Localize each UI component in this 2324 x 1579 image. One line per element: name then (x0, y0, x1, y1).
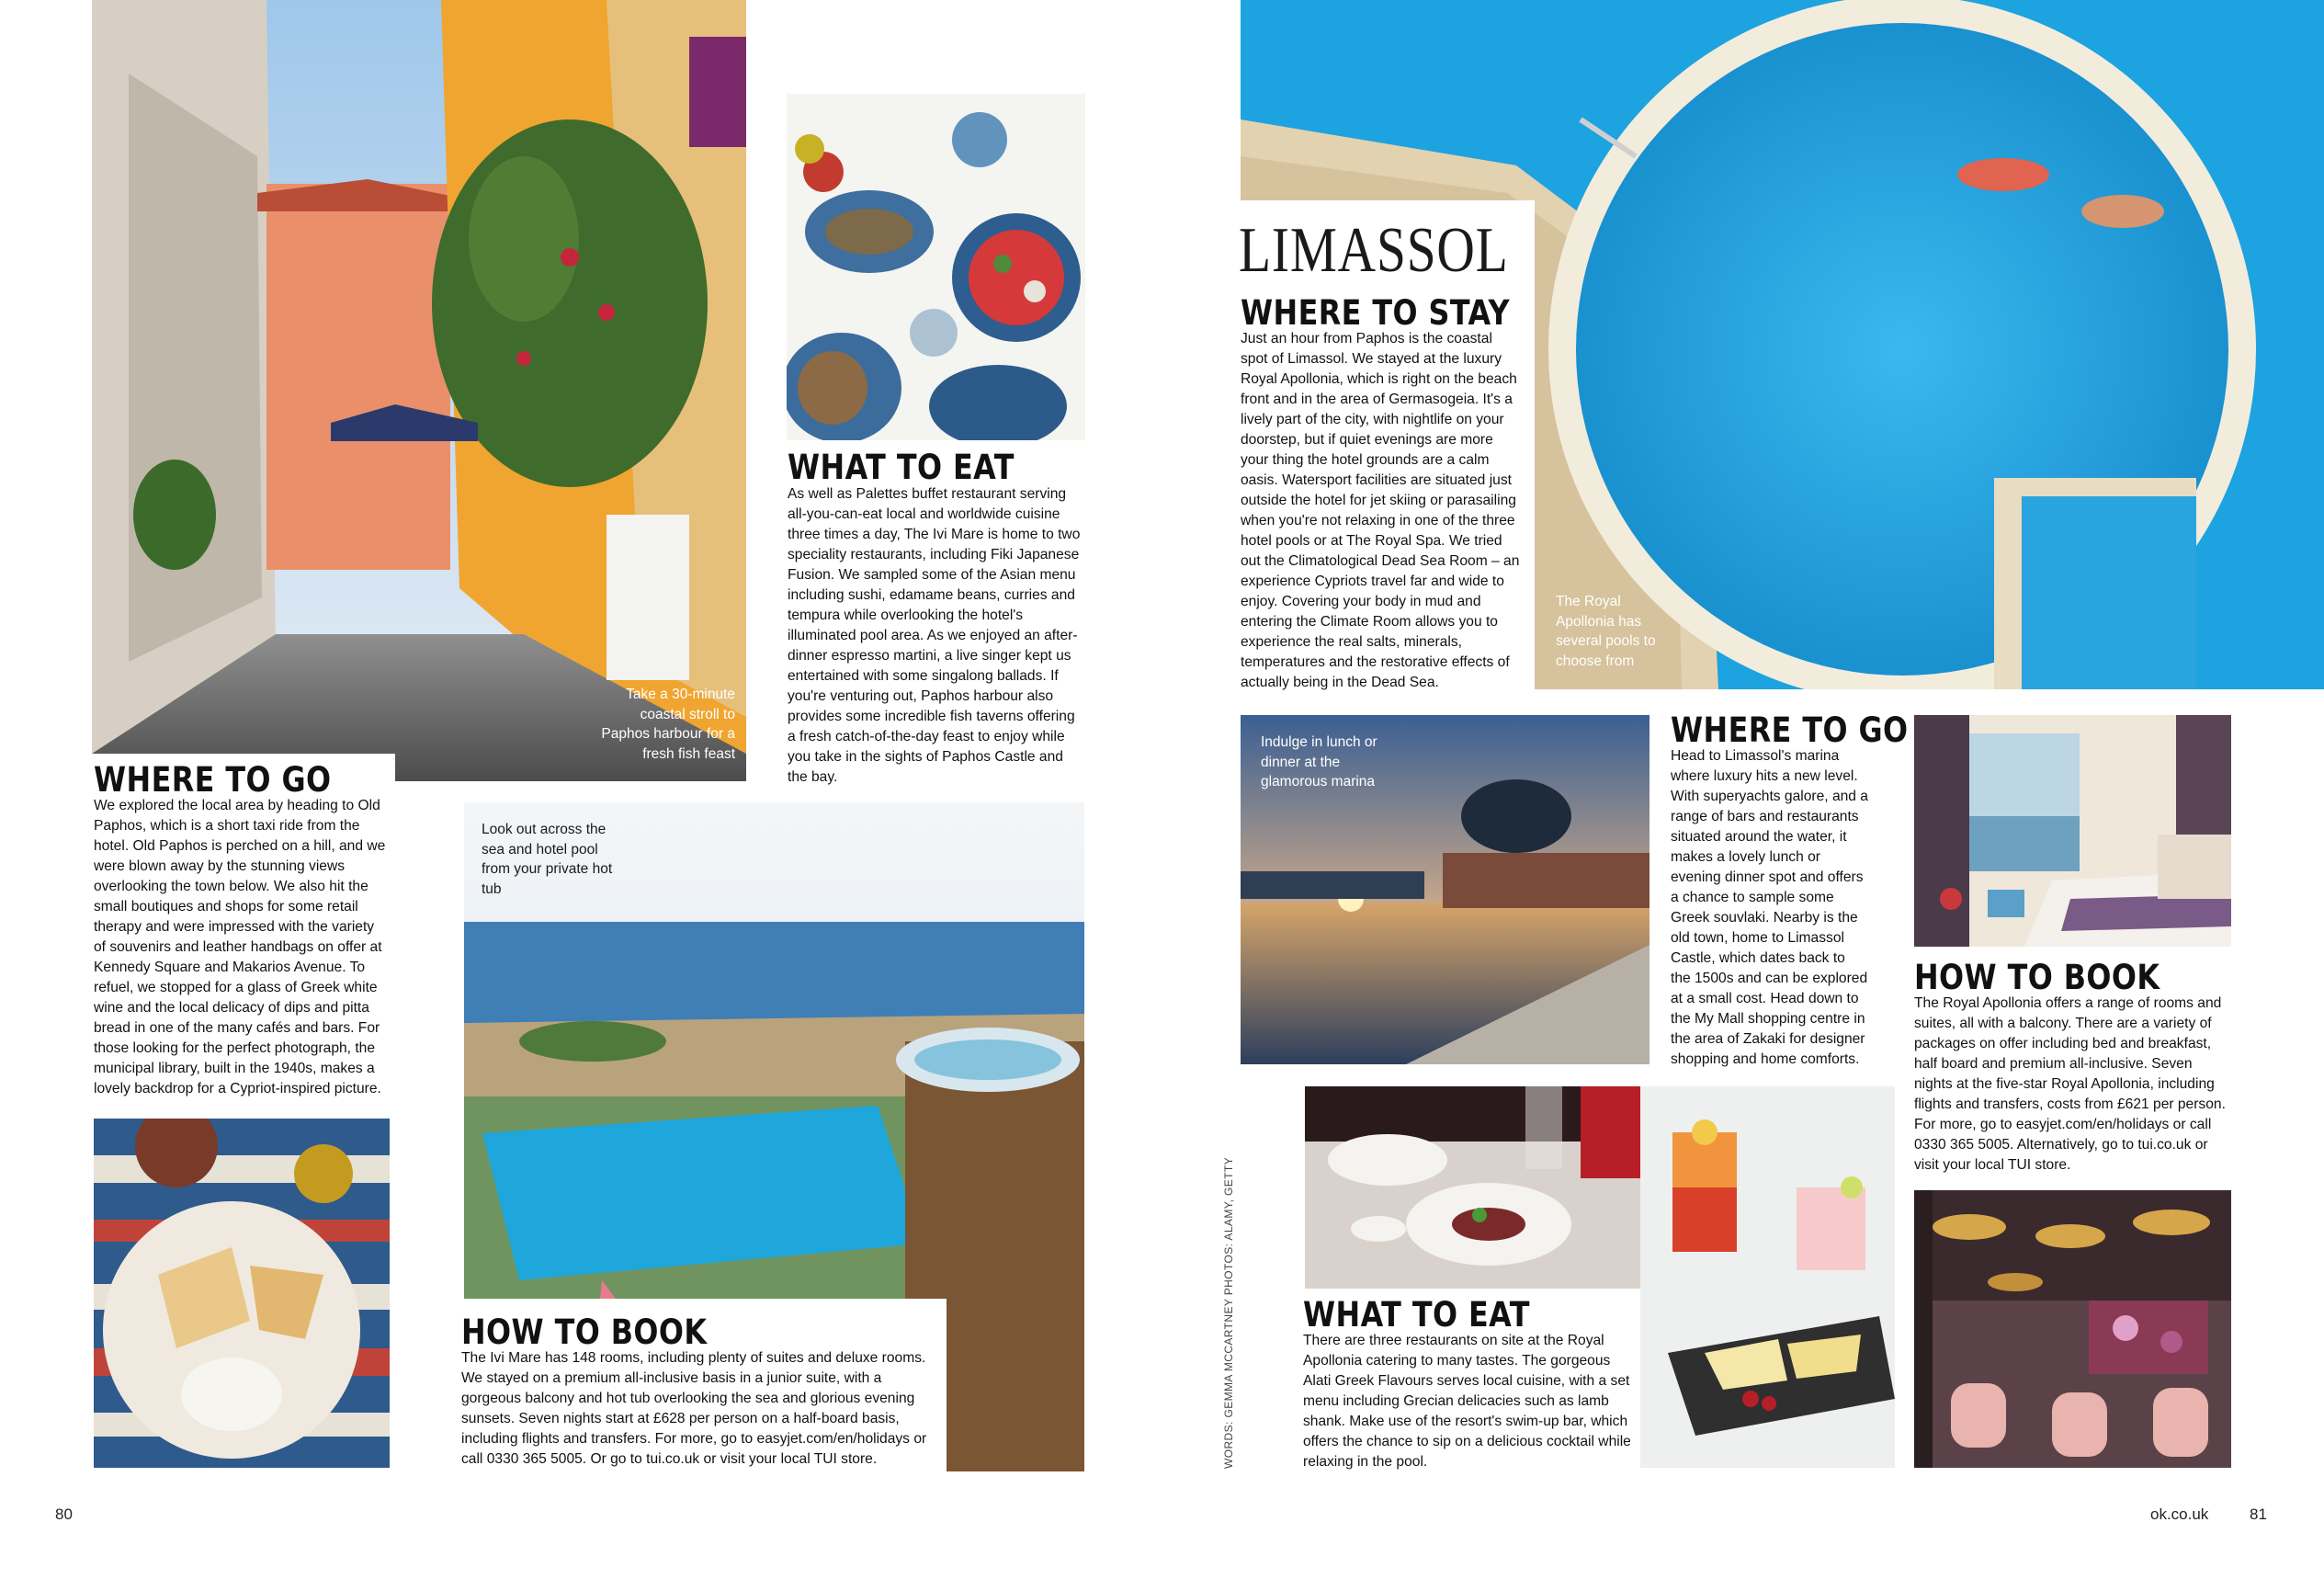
marina-caption: Indulge in lunch or dinner at the glamorous marina (1261, 734, 1377, 790)
where-to-go-body-left: We explored the local area by heading to Old Paphos, which is a short taxi ride from the hotel. Old Paphos is perched on a hill, and we were blown away by the stunning views overlooking the town below. We also hit the small boutiques and shops for some retail therapy and were impressed with the variety of souvenirs and leather handbags on offer at Kennedy Square and Makarios Avenue. To refuel, we stopped for a glass of Greek white wine and the local delicacy of dips and pitta bread in one of the many cafés and bars. For those looking for the perfect photograph, the municipal library, built in the 1940s, makes a lovely backdrop for a Cypriot-inspired picture. (94, 798, 386, 1096)
photo-credit: WORDS: GEMMA MCCARTNEY PHOTOS: ALAMY, GETTY (1222, 1156, 1235, 1469)
mezze-table-photo (787, 94, 1085, 440)
how-to-book-heading-right: HOW TO BOOK (1914, 958, 2160, 997)
page-number-right: 81 (2250, 1505, 2267, 1523)
how-to-book-heading-left: HOW TO BOOK (461, 1312, 708, 1352)
old-paphos-street-photo (92, 0, 746, 781)
what-to-eat-heading-right: WHAT TO EAT (1303, 1295, 1530, 1335)
site-url: ok.co.uk (2150, 1505, 2209, 1523)
where-to-stay-body: Just an hour from Paphos is the coastal spot of Limassol. We stayed at the luxury Royal Apollonia, which is right on the beach front and in the area of Germasogeia. It's a lively part of the city, with nightlife on your doorstep, but if quiet evenings are more your thing the hotel grounds are a calm oasis. Watersport facilities are situated just outside the hotel for jet skiing or parasailing when you're not relaxing in one of the three hotel pools or at The Royal Spa. We tried out the Climatological Dead Sea Room – an experience Cypriots travel far and wide to enjoy. Covering your body in mud and entering the Climate Room allows you to experience the real salts, minerals, temperatures and the restorative effects of actually being in the Dead Sea. (1241, 331, 1520, 690)
restaurant-interior-photo (1914, 1190, 2231, 1468)
what-to-eat-heading-left: WHAT TO EAT (788, 448, 1015, 487)
what-to-eat-body-left: As well as Palettes buffet restaurant serving all-you-can-eat local and worldwide cuisine three times a day, The Ivi Mare is home to two speciality restaurants, including Fiki Japanese Fusion. We sampled some of the Asian menu including sushi, edamame beans, curries and tempura while overlooking the hotel's illuminated pool area. As we enjoyed an after-dinner espresso martini, a live singer kept us entertained with some singalong ballads. If you're venturing out, Paphos harbour also provides some incredible fish taverns offering a fresh catch-of-the-day feast to enjoy while you take in the sights of Paphos Castle and the bay. (788, 486, 1081, 785)
page-number-left: 80 (55, 1505, 73, 1523)
what-to-eat-body-right: There are three restaurants on site at the Royal Apollonia catering to many tastes. The gorgeous Alati Greek Flavours serves local cuisine, with a set menu including Grecian delicacies such as lamb shank. Make use of the resort's swim-up bar, which offers the chance to sip on a delicious cocktail while relaxing in the pool. (1303, 1333, 1631, 1470)
where-to-go-heading-right: WHERE TO GO (1671, 710, 1909, 750)
fine-dining-plates-photo (1305, 1086, 1640, 1289)
pitta-dip-photo (94, 1119, 390, 1468)
where-to-go-heading-left: WHERE TO GO (94, 760, 332, 800)
page-title-limassol: LIMASSOL (1239, 215, 1509, 286)
pool-caption: The Royal Apollonia has several pools to choose from (1556, 594, 1656, 669)
cocktails-cheese-photo (1640, 1086, 1895, 1468)
hotel-room-photo (1914, 715, 2231, 947)
where-to-go-body-right: Head to Limassol's marina where luxury hits a new level. With superyachts galore, and a range of bars and restaurants situated around the water, it makes a lovely lunch or evening dinner spot and offers a chance to sample some Greek souvlaki. Nearby is the old town, home to Limassol Castle, which dates back to the 1500s and can be explored at a small cost. Head down to the My Mall shopping centre in the area of Zakaki for designer shopping and home comforts. (1671, 748, 1868, 1067)
how-to-book-body-left: The Ivi Mare has 148 rooms, including plenty of suites and deluxe rooms. We stayed on a premium all-inclusive basis in a junior suite, with a gorgeous balcony and hot tub overlooking the sea and glorious evening sunsets. Seven nights start at £628 per person on a half-board basis, including flights and transfers. For more, go to easyjet.com/en/holidays or call 0330 365 5005. Or go to tui.co.uk or visit your local TUI store. (461, 1350, 927, 1467)
where-to-stay-heading: WHERE TO STAY (1241, 293, 1510, 333)
how-to-book-body-right: The Royal Apollonia offers a range of rooms and suites, all with a balcony. There are a variety of packages on offer including bed and breakfast, half board and premium all-inclusive. Seven nights at the five-star Royal Apollonia, including flights and transfers, costs from £621 per person. For more, go to easyjet.com/en/holidays or call 0330 365 5005. Alternatively, go to tui.co.uk or visit your local TUI store. (1914, 995, 2226, 1173)
street-caption: Take a 30-minute coastal stroll to Paphos harbour for a fresh fish feast (601, 687, 735, 762)
balcony-caption: Look out across the sea and hotel pool from your private hot tub (482, 822, 613, 897)
